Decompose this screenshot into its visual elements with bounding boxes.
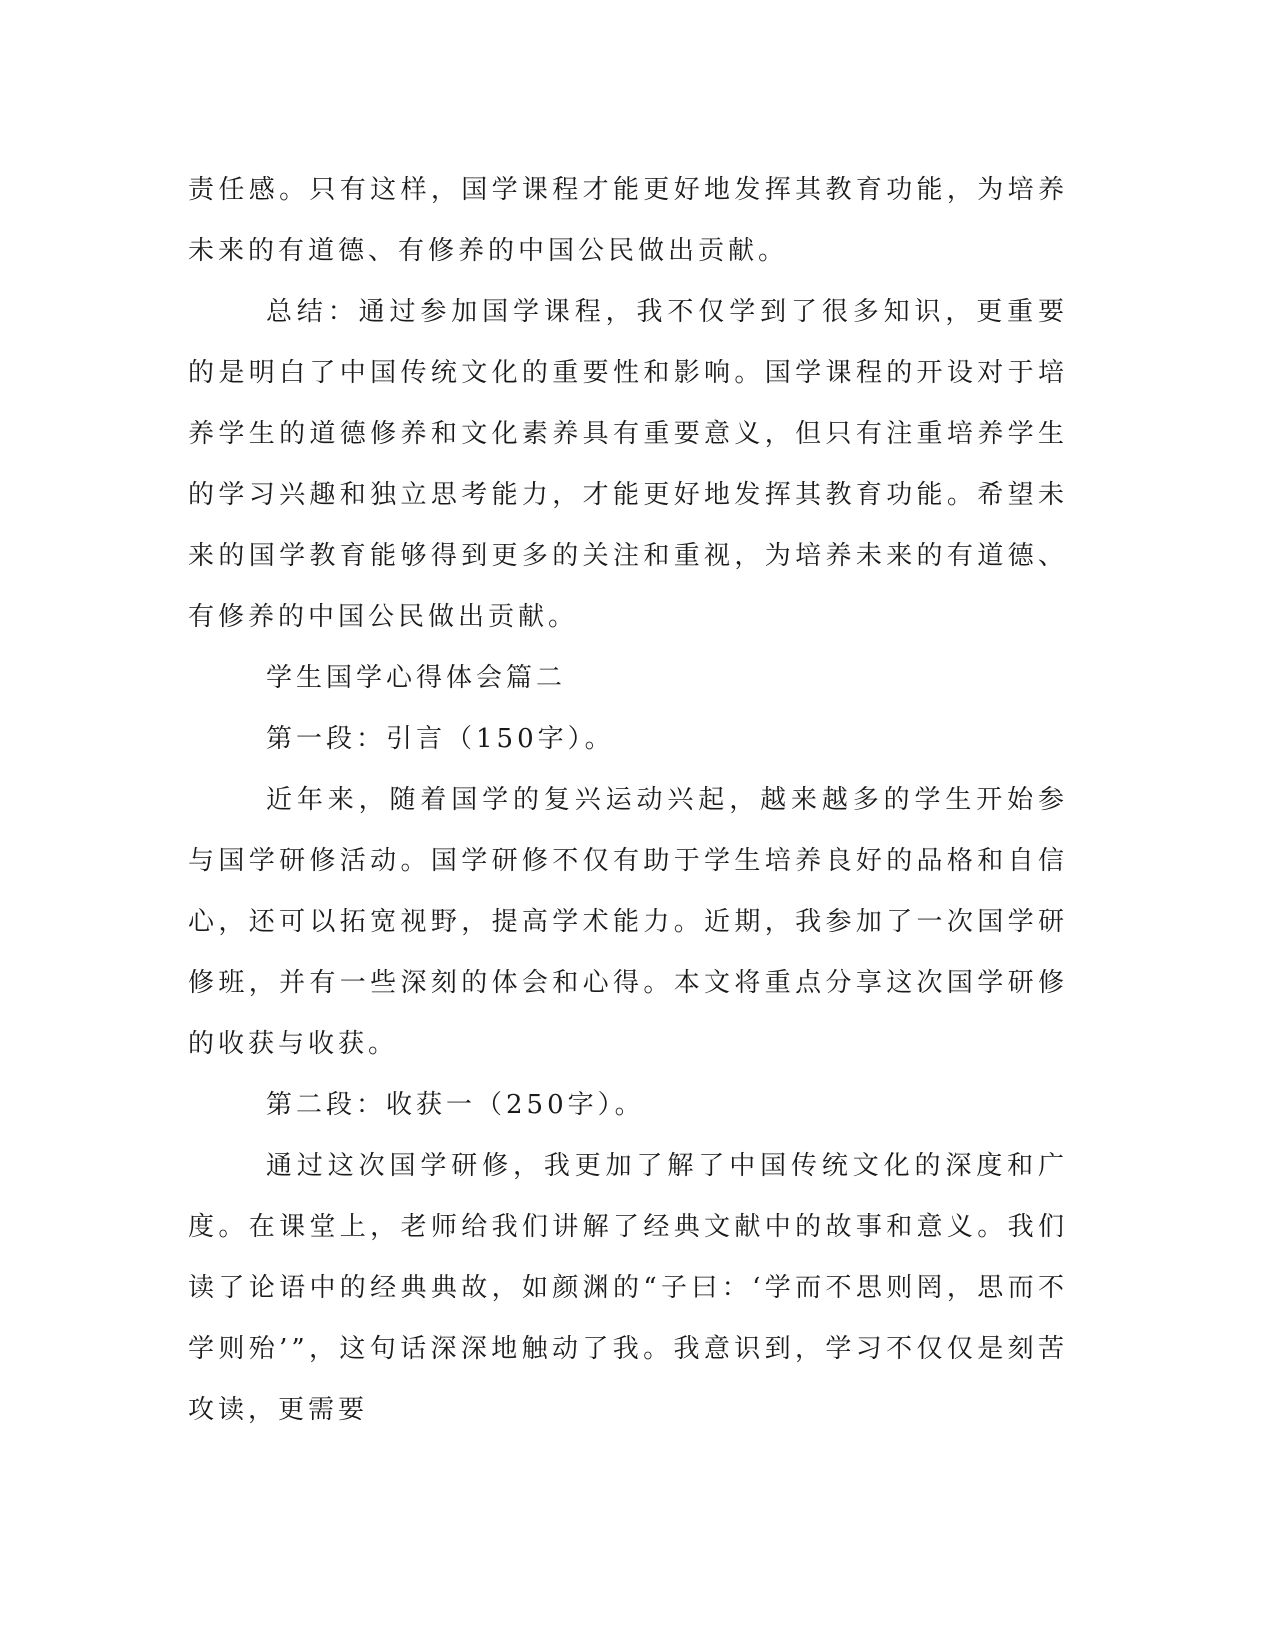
subheading-part-2: 第二段：收获一（250字）。 — [266, 1090, 645, 1120]
document-body — [188, 160, 1068, 1441]
paragraph-intro: 近年来，随着国学的复兴运动兴起，越来越多的学生开始参与国学研修活动。国学研修不仅有助于学生培养良好的品格和自信心，还可以拓宽视野，提高学术能力。近期，我参加了一次国学研修班，并有一些深刻的体会和心得。本文将重点分享这次国学研修的收获与收获。 — [188, 785, 1068, 1059]
subheading-part-1: 第一段：引言（150字）。 — [266, 724, 615, 754]
section-heading: 学生国学心得体会篇二 — [266, 663, 567, 693]
paragraph-summary: 总结：通过参加国学课程，我不仅学到了很多知识，更重要的是明白了中国传统文化的重要性和影响。国学课程的开设对于培养学生的道德修养和文化素养具有重要意义，但只有注重培养学生的学习兴趣和独立思考能力，才能更好地发挥其教育功能。希望未来的国学教育能够得到更多的关注和重视，为培养未来的有道德、有修养的中国公民做出贡献。 — [188, 297, 1068, 632]
paragraph-1: 责任感。只有这样，国学课程才能更好地发挥其教育功能，为培养未来的有道德、有修养的中国公民做出贡献。 — [188, 175, 1068, 266]
paragraph-gain-one: 通过这次国学研修，我更加了解了中国传统文化的深度和广度。在课堂上，老师给我们讲解了经典文献中的故事和意义。我们读了论语中的经典典故，如颜渊的“子曰：‘学而不思则罔，思而不学则殆’”，这句话深深地触动了我。我意识到，学习不仅仅是刻苦攻读，更需要 — [188, 1151, 1068, 1425]
